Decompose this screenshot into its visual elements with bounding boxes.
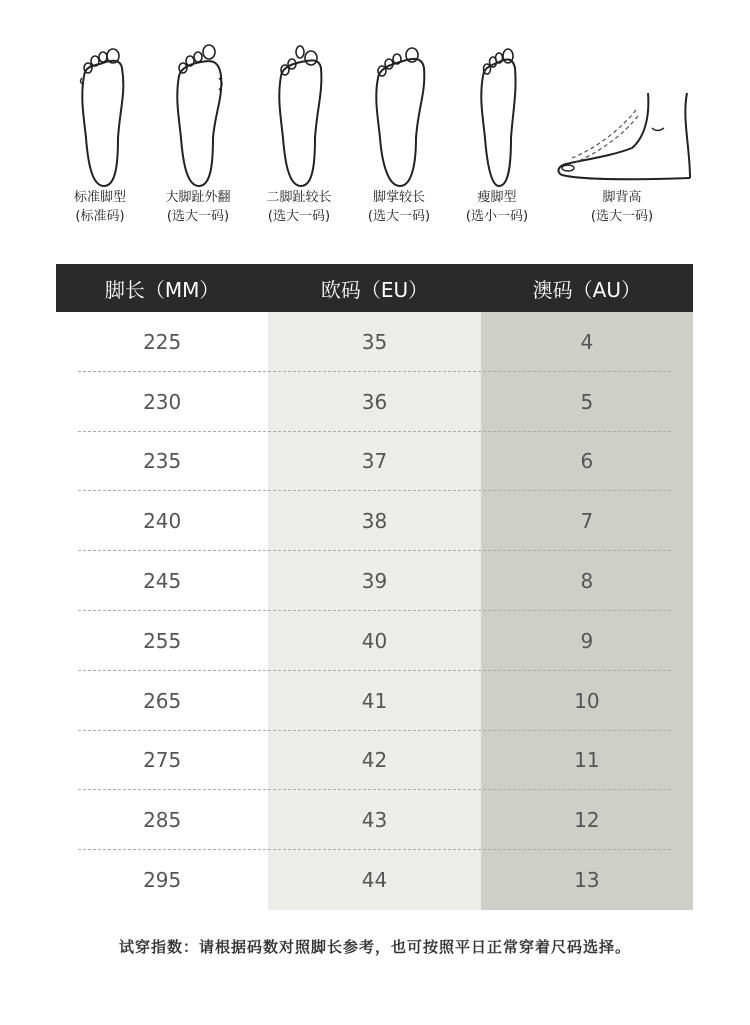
foot-type-standard: [56, 38, 144, 226]
table-row: [56, 671, 693, 731]
cell-au-size: 11: [574, 748, 600, 773]
header-eu-size: 欧码（EU）: [320, 277, 429, 302]
table-row: [56, 491, 693, 551]
high-instep-foot-icon: [552, 38, 692, 188]
foot-type-narrow: [452, 38, 542, 226]
foot-type-name: 瘦脚型: [477, 190, 517, 205]
cell-foot-length: 240: [143, 509, 182, 534]
cell-au-size: 5: [580, 389, 594, 414]
table-row: [56, 611, 693, 671]
foot-type-name: 大脚趾外翻: [165, 190, 231, 205]
table-row: [56, 372, 693, 432]
cell-au-size: 13: [574, 868, 600, 893]
foot-type-guide: [0, 0, 750, 250]
cell-foot-length: 245: [143, 569, 182, 594]
foot-type-advice: (选小一码): [465, 209, 529, 224]
foot-type-advice: (选大一码): [267, 209, 331, 224]
size-chart-table: [56, 264, 693, 910]
cell-foot-length: 225: [143, 329, 182, 354]
table-row: [56, 312, 693, 372]
foot-type-name: 脚背高: [602, 190, 642, 205]
header-foot-length: 脚长（MM）: [104, 277, 220, 302]
cell-foot-length: 275: [143, 748, 182, 773]
table-row: [56, 850, 693, 910]
cell-eu-size: 38: [361, 509, 388, 534]
foot-type-long-sole: [355, 38, 443, 226]
cell-foot-length: 295: [143, 868, 182, 893]
cell-foot-length: 255: [143, 628, 182, 653]
cell-foot-length: 265: [143, 688, 182, 713]
bunion-foot-icon: [167, 38, 229, 188]
table-row: [56, 790, 693, 850]
foot-type-advice: (选大一码): [166, 209, 230, 224]
cell-au-size: 6: [580, 449, 594, 474]
cell-au-size: 7: [580, 509, 594, 534]
cell-eu-size: 36: [361, 389, 388, 414]
foot-type-long-second-toe: [255, 38, 343, 226]
foot-type-high-instep: [552, 38, 692, 226]
cell-eu-size: 37: [361, 449, 388, 474]
cell-eu-size: 42: [361, 748, 388, 773]
cell-eu-size: 40: [361, 628, 388, 653]
cell-foot-length: 235: [143, 449, 182, 474]
narrow-foot-icon: [469, 38, 525, 188]
cell-eu-size: 41: [361, 688, 388, 713]
foot-type-advice: (标准码): [75, 209, 125, 224]
header-au-size: 澳码（AU）: [532, 277, 641, 302]
foot-type-advice: (选大一码): [590, 209, 654, 224]
cell-au-size: 12: [574, 808, 600, 833]
cell-eu-size: 43: [361, 808, 388, 833]
table-body: [56, 312, 693, 910]
foot-type-advice: (选大一码): [367, 209, 431, 224]
table-row: [56, 432, 693, 492]
table-row: [56, 731, 693, 791]
foot-type-name: 脚掌较长: [372, 190, 425, 205]
standard-foot-icon: [70, 38, 130, 188]
foot-type-name: 标准脚型: [73, 190, 126, 205]
cell-au-size: 9: [580, 628, 594, 653]
cell-eu-size: 39: [361, 569, 388, 594]
table-header: [56, 264, 693, 312]
cell-eu-size: 35: [361, 329, 388, 354]
table-row: [56, 551, 693, 611]
cell-au-size: 8: [580, 569, 594, 594]
cell-eu-size: 44: [361, 868, 388, 893]
cell-au-size: 4: [580, 329, 594, 354]
cell-au-size: 10: [574, 688, 600, 713]
long-sole-foot-icon: [368, 38, 430, 188]
foot-type-name: 二脚趾较长: [266, 190, 332, 205]
cell-foot-length: 230: [143, 389, 182, 414]
foot-type-bunion: [153, 38, 243, 226]
cell-foot-length: 285: [143, 808, 182, 833]
fit-note: 试穿指数：请根据码数对照脚长参考，也可按照平日正常穿着尺码选择。: [118, 938, 631, 956]
long-second-toe-foot-icon: [269, 38, 329, 188]
